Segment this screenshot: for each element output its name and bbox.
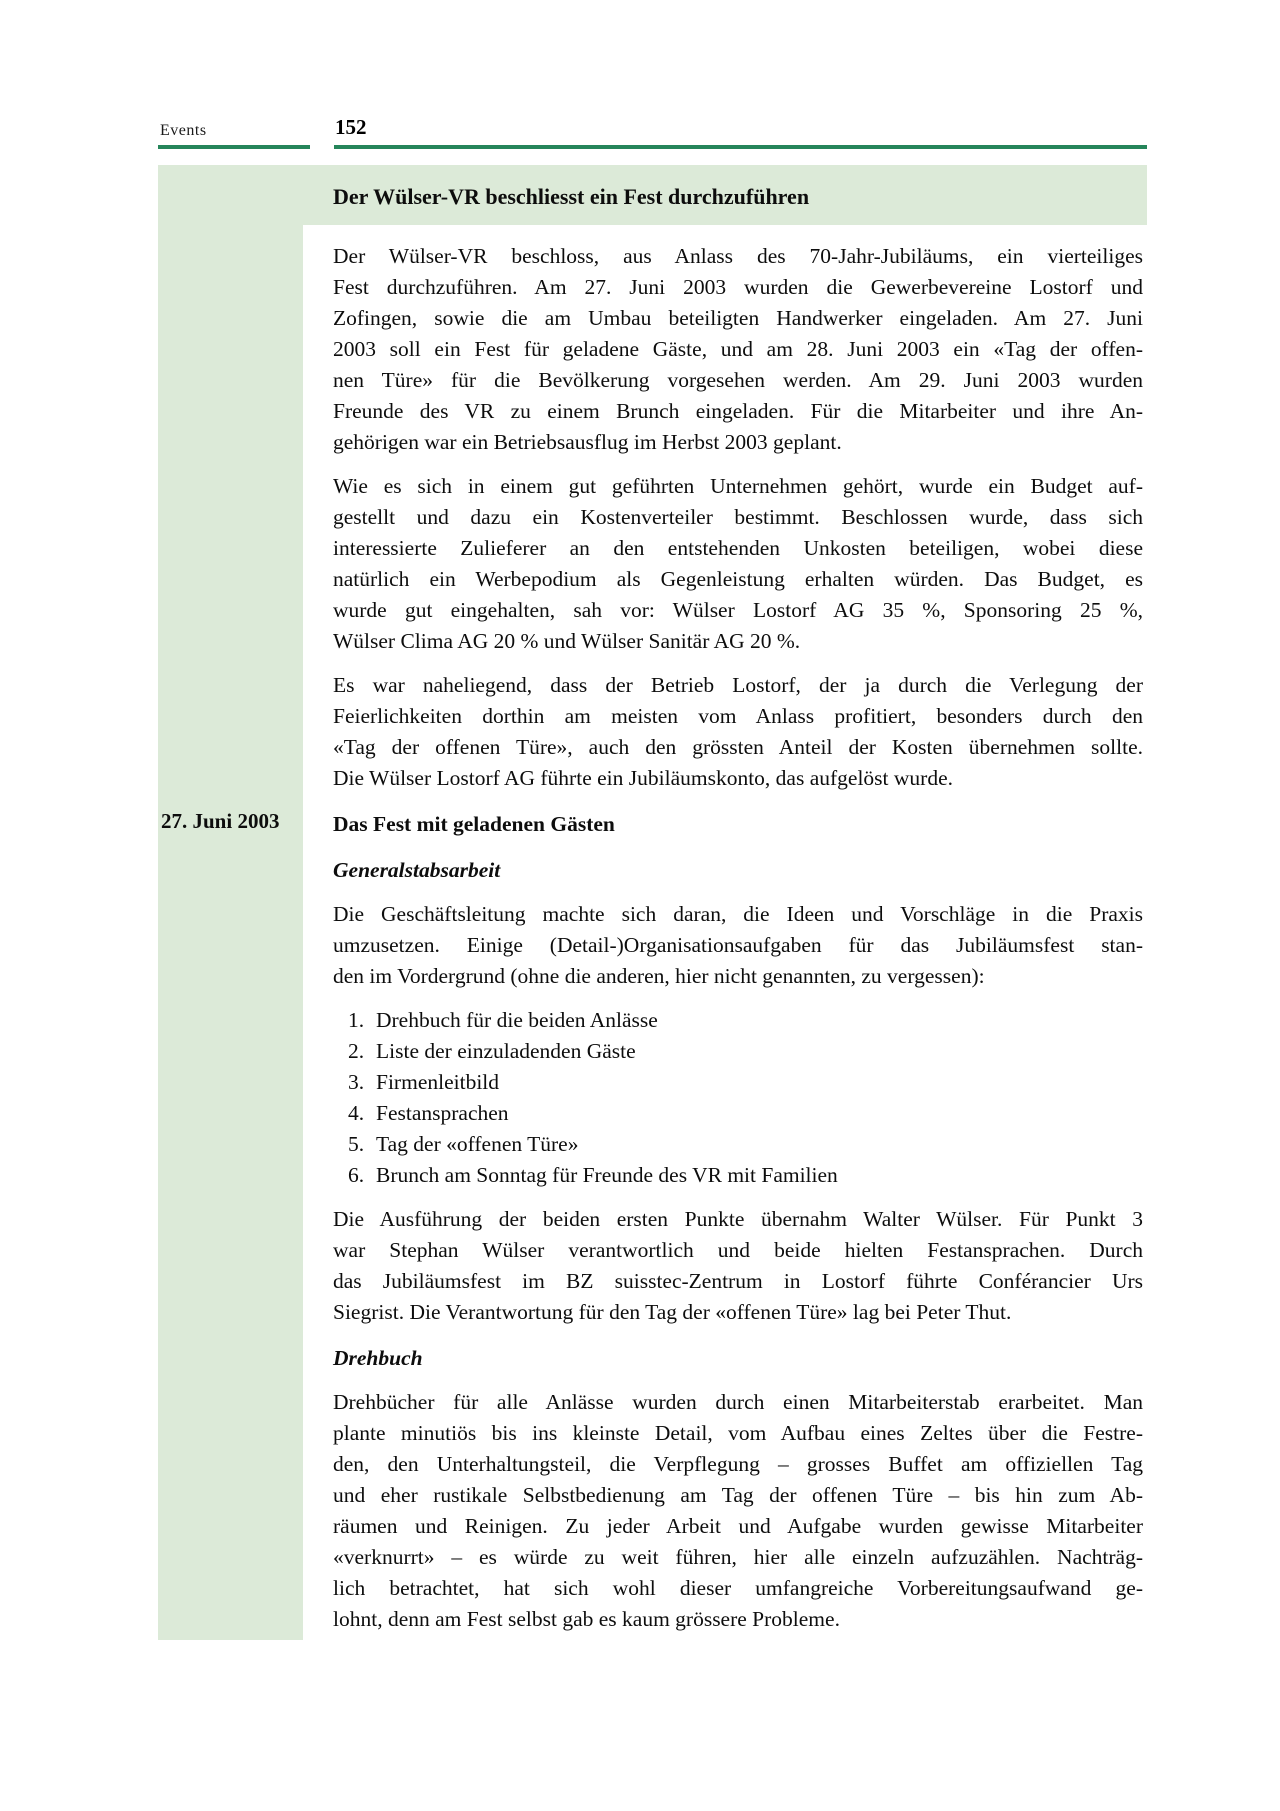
text-line: interessierte Zulieferer an den entstehenden Unkosten beteiligen, wobei diese (333, 536, 1143, 560)
header-rule-right (334, 145, 1147, 149)
list-item-number: 5. (348, 1132, 365, 1156)
list-item (333, 1129, 1143, 1160)
margin-date-note: 27. Juni 2003 (161, 809, 280, 833)
list-item-text: Liste der einzuladenden Gäste (376, 1039, 636, 1063)
text-line: Drehbücher für alle Anlässe wurden durch einen Mitarbeiterstab erarbeitet. Man (333, 1390, 1143, 1414)
paragraph-ausfuehrung (333, 1204, 1143, 1328)
text-line: Die Geschäftsleitung machte sich daran, die Ideen und Vorschläge in die Praxis (333, 902, 1143, 926)
list-item-text: Tag der «offenen Türe» (376, 1132, 579, 1156)
text-line: 2003 soll ein Fest für geladene Gäste, und am 28. Juni 2003 ein «Tag der offen- (333, 337, 1143, 361)
list-item (333, 1005, 1143, 1036)
paragraph-budget (333, 471, 1143, 657)
list-item (333, 1067, 1143, 1098)
text-line: lohnt, denn am Fest selbst gab es kaum grössere Probleme. (333, 1607, 840, 1631)
text-line: räumen und Reinigen. Zu jeder Arbeit und Aufgabe wurden gewisse Mitarbeiter (333, 1514, 1143, 1538)
text-line: natürlich ein Werbepodium als Gegenleistung erhalten würden. Das Budget, es (333, 567, 1143, 591)
text-line: Wülser Clima AG 20 % und Wülser Sanitär AG 20 %. (333, 629, 801, 653)
text-line: umzusetzen. Einige (Detail-)Organisationsaufgaben für das Jubiläumsfest stan- (333, 933, 1143, 957)
text-line: und eher rustikale Selbstbedienung am Tag der offenen Türe – bis hin zum Ab- (333, 1483, 1143, 1507)
text-line: den im Vordergrund (ohne die anderen, hier nicht genannten, zu vergessen): (333, 964, 985, 988)
text-line: gestellt und dazu ein Kostenverteiler bestimmt. Beschlossen wurde, dass sich (333, 505, 1143, 529)
subsection-heading-drehbuch: Drehbuch (333, 1346, 423, 1370)
text-line: war Stephan Wülser verantwortlich und beide hielten Festansprachen. Durch (333, 1238, 1143, 1262)
text-line: Wie es sich in einem gut geführten Unternehmen gehört, wurde ein Budget auf- (333, 474, 1143, 498)
text-line: gehörigen war ein Betriebsausflug im Herbst 2003 geplant. (333, 430, 842, 454)
text-line: Es war naheliegend, dass der Betrieb Lostorf, der ja durch die Verlegung der (333, 673, 1143, 697)
page-number: 152 (335, 115, 367, 139)
text-line: den, den Unterhaltungsteil, die Verpflegung – grosses Buffet am offiziellen Tag (333, 1452, 1143, 1476)
list-item-number: 2. (348, 1039, 365, 1063)
list-item (333, 1098, 1143, 1129)
text-line: Siegrist. Die Verantwortung für den Tag der «offenen Türe» lag bei Peter Thut. (333, 1300, 1012, 1324)
list-item-text: Drehbuch für die beiden Anlässe (376, 1008, 658, 1032)
chapter-title: Der Wülser-VR beschliesst ein Fest durchzuführen (333, 184, 810, 209)
numbered-task-list (333, 1005, 1143, 1191)
text-line: «Tag der offenen Türe», auch den grössten Anteil der Kosten übernehmen sollte. (333, 735, 1143, 759)
text-line: Fest durchzuführen. Am 27. Juni 2003 wurden die Gewerbevereine Lostorf und (333, 275, 1143, 299)
running-header-section-label: Events (160, 122, 207, 139)
section-heading: Das Fest mit geladenen Gästen (333, 812, 615, 836)
paragraph-fest-beschluss (333, 241, 1143, 458)
text-line: nen Türe» für die Bevölkerung vorgesehen werden. Am 29. Juni 2003 wurden (333, 368, 1143, 392)
text-line: Der Wülser-VR beschloss, aus Anlass des 70-Jahr-Jubiläums, ein vierteiliges (333, 244, 1143, 268)
paragraph-betrieb-lostorf (333, 670, 1143, 794)
text-line: lich betrachtet, hat sich wohl dieser umfangreiche Vorbereitungsaufwand ge- (333, 1576, 1143, 1600)
list-item-text: Festansprachen (376, 1101, 509, 1125)
paragraph-drehbuecher (333, 1387, 1143, 1635)
list-item-number: 6. (348, 1163, 365, 1187)
text-line: das Jubiläumsfest im BZ suisstec-Zentrum in Lostorf führte Conférancier Urs (333, 1269, 1143, 1293)
text-line: Die Ausführung der beiden ersten Punkte übernahm Walter Wülser. Für Punkt 3 (333, 1207, 1143, 1231)
list-item (333, 1036, 1143, 1067)
text-line: «verknurrt» – es würde zu weit führen, hier alle einzeln aufzuzählen. Nachträg- (333, 1545, 1143, 1569)
text-line: Die Wülser Lostorf AG führte ein Jubiläumskonto, das aufgelöst wurde. (333, 766, 953, 790)
list-item-text: Firmenleitbild (376, 1070, 500, 1094)
list-item (333, 1160, 1143, 1191)
text-line: Zofingen, sowie die am Umbau beteiligten Handwerker eingeladen. Am 27. Juni (333, 306, 1143, 330)
list-item-text: Brunch am Sonntag für Freunde des VR mit Familien (376, 1163, 838, 1187)
list-item-number: 1. (348, 1008, 365, 1032)
paragraph-geschaeftsleitung (333, 899, 1143, 992)
text-column (303, 225, 1147, 1640)
text-line: Freunde des VR zu einem Brunch eingeladen. Für die Mitarbeiter und ihre An- (333, 399, 1143, 423)
list-item-number: 3. (348, 1070, 365, 1094)
header-rule-left (158, 145, 310, 149)
list-item-number: 4. (348, 1101, 365, 1125)
subsection-heading-generalstabsarbeit: Generalstabsarbeit (333, 858, 501, 882)
text-line: wurde gut eingehalten, sah vor: Wülser Lostorf AG 35 %, Sponsoring 25 %, (333, 598, 1143, 622)
text-line: Feierlichkeiten dorthin am meisten vom Anlass profitiert, besonders durch den (333, 704, 1143, 728)
green-block (158, 165, 1147, 1640)
text-line: plante minutiös bis ins kleinste Detail, vom Aufbau eines Zeltes über die Festre- (333, 1421, 1143, 1445)
